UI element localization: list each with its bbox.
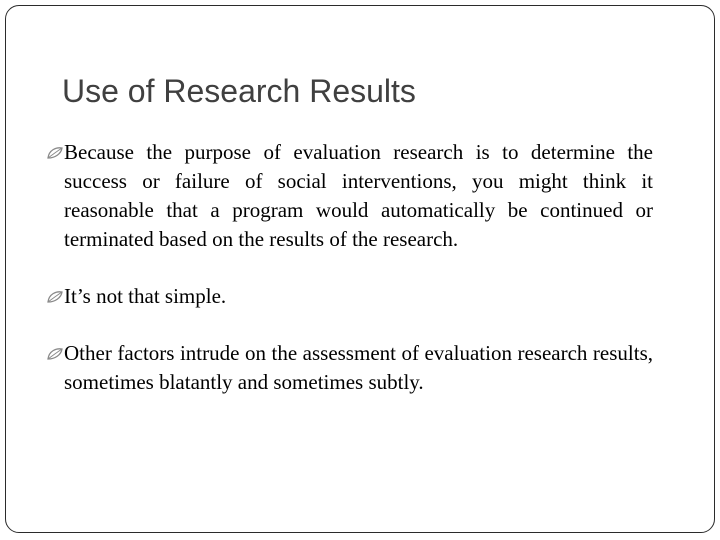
bullet-text: It’s not that simple. — [64, 284, 227, 308]
bullet-text: Because the purpose of evaluation research is to determine the success or failure of social interventions, you might think it reasonable that a program would automatically be continued or terminated based on the results of the research. — [64, 140, 653, 251]
leaf-bullet-icon — [47, 291, 63, 303]
slide-title: Use of Research Results — [62, 73, 416, 109]
bullet-item — [46, 282, 653, 311]
bullet-item — [46, 138, 653, 254]
bullet-list — [46, 138, 653, 397]
leaf-bullet-icon — [47, 147, 63, 159]
leaf-bullet-icon — [47, 348, 63, 360]
bullet-item — [46, 339, 653, 397]
bullet-text: Other factors intrude on the assessment of evaluation research results, sometimes blatantly and sometimes subtly. — [64, 341, 653, 394]
